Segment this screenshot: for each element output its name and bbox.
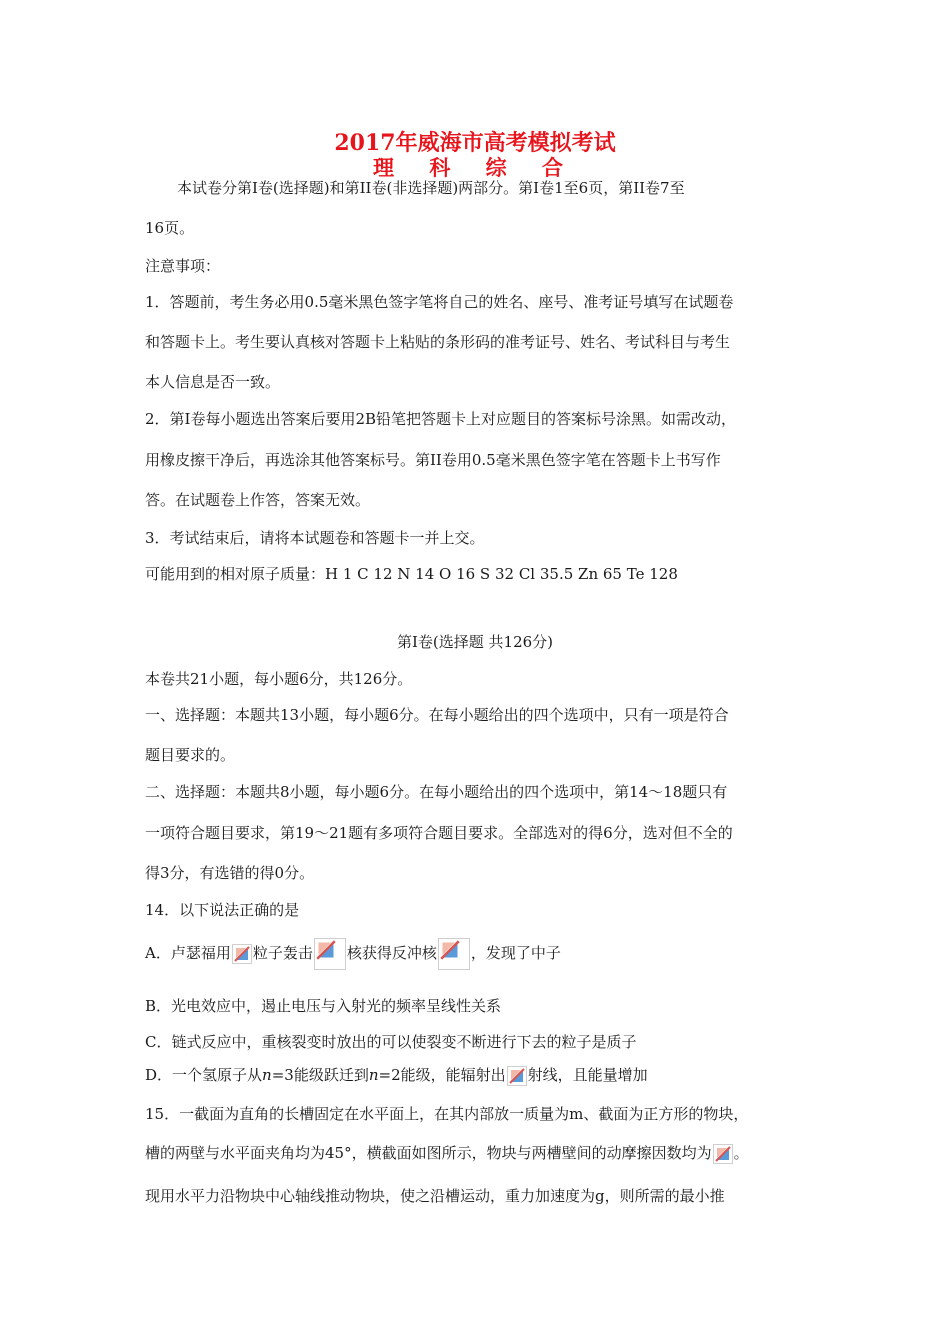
intro-line-2: 16页。 <box>145 219 195 237</box>
section1-line-2: 题目要求的。 <box>145 746 236 764</box>
q15-line-3: 现用水平力沿物块中心轴线推动物块，使之沿槽运动，重力加速度为g，则所需的最小推 <box>145 1187 725 1205</box>
q14-option-b: B．光电效应中，遏止电压与入射光的频率呈线性关系 <box>145 997 502 1015</box>
section2-line-2: 一项符合题目要求，第19～21题有多项符合题目要求。全部选对的得6分，选对但不全的 <box>145 824 733 842</box>
q15-line-2-end: 。 <box>733 1144 749 1162</box>
part1-heading: 第Ⅰ卷(选择题 共126分) <box>396 633 554 651</box>
q14-d-n-variable: n <box>368 1066 379 1084</box>
note-3: 3．考试结束后，请将本试题卷和答题卡一并上交。 <box>145 529 485 547</box>
part1-summary: 本卷共21小题，每小题6分，共126分。 <box>145 670 413 688</box>
broken-image-icon <box>232 944 252 964</box>
note-2-line-3: 答。在试题卷上作答，答案无效。 <box>145 491 371 509</box>
q14-option-c: C．链式反应中，重核裂变时放出的可以使裂变不断进行下去的粒子是质子 <box>145 1033 637 1051</box>
broken-image-icon <box>713 1144 733 1164</box>
note-1-line-1: 1．答题前，考生务必用0.5毫米黑色签字笔将自己的姓名、座号、准考证号填写在试题卷 <box>145 293 734 311</box>
note-1-line-3: 本人信息是否一致。 <box>145 373 281 391</box>
q14-a-text-1: A．卢瑟福用 <box>145 944 231 962</box>
q14-d-text-4: 射线，且能量增加 <box>527 1066 648 1084</box>
section2-line-3: 得3分，有选错的得0分。 <box>145 864 315 882</box>
q14-d-text-2: =3能级跃迁到 <box>271 1066 369 1084</box>
q14-d-text-3: =2能级，能辐射出 <box>378 1066 506 1084</box>
atomic-mass-list: 可能用到的相对原子质量：H 1 C 12 N 14 O 16 S 32 Cl 35.5 Zn 65 Te 128 <box>145 565 678 583</box>
q14-stem: 14．以下说法正确的是 <box>145 901 300 919</box>
note-1-line-2: 和答题卡上。考生要认真核对答题卡上粘贴的条形码的准考证号、姓名、考试科目与考生 <box>145 333 731 351</box>
exam-subtitle: 理 科 综 合 <box>373 155 577 180</box>
q15-line-2 <box>145 1143 749 1164</box>
section1-line-1: 一、选择题：本题共13小题，每小题6分。在每小题给出的四个选项中，只有一项是符合 <box>145 706 729 724</box>
broken-image-icon <box>314 938 346 970</box>
q14-d-text-1: D．一个氢原子从 <box>145 1066 263 1084</box>
intro-line-1: 本试卷分第Ⅰ卷(选择题)和第II卷(非选择题)两部分。第Ⅰ卷1至6页，第II卷7至 <box>177 179 685 197</box>
q14-a-text-2: 粒子轰击 <box>252 944 313 962</box>
q14-a-text-4: ，发现了中子 <box>470 944 561 962</box>
q14-option-d <box>145 1065 648 1086</box>
note-2-line-1: 2．第Ⅰ卷每小题选出答案后要用2B铅笔把答题卡上对应题目的答案标号涂黑。如需改动， <box>145 410 737 428</box>
q15-line-2-text: 槽的两壁与水平面夹角均为45°，横截面如图所示，物块与两槽壁间的动摩擦因数均为 <box>145 1144 712 1162</box>
q14-a-text-3: 核获得反冲核 <box>346 944 437 962</box>
q14-d-n-variable: n <box>262 1066 272 1084</box>
section2-line-1: 二、选择题：本题共8小题，每小题6分。在每小题给出的四个选项中，第14～18题只有 <box>145 783 728 801</box>
broken-image-icon <box>438 938 470 970</box>
notes-heading: 注意事项： <box>145 257 221 275</box>
q14-option-a <box>145 938 561 970</box>
broken-image-icon <box>507 1066 527 1086</box>
exam-title: 2017年威海市高考模拟考试 <box>334 130 616 156</box>
note-2-line-2: 用橡皮擦干净后，再选涂其他答案标号。第II卷用0.5毫米黑色签字笔在答题卡上书写作 <box>145 451 721 469</box>
q15-line-1: 15．一截面为直角的长槽固定在水平面上，在其内部放一质量为m、截面为正方形的物块， <box>145 1105 749 1123</box>
